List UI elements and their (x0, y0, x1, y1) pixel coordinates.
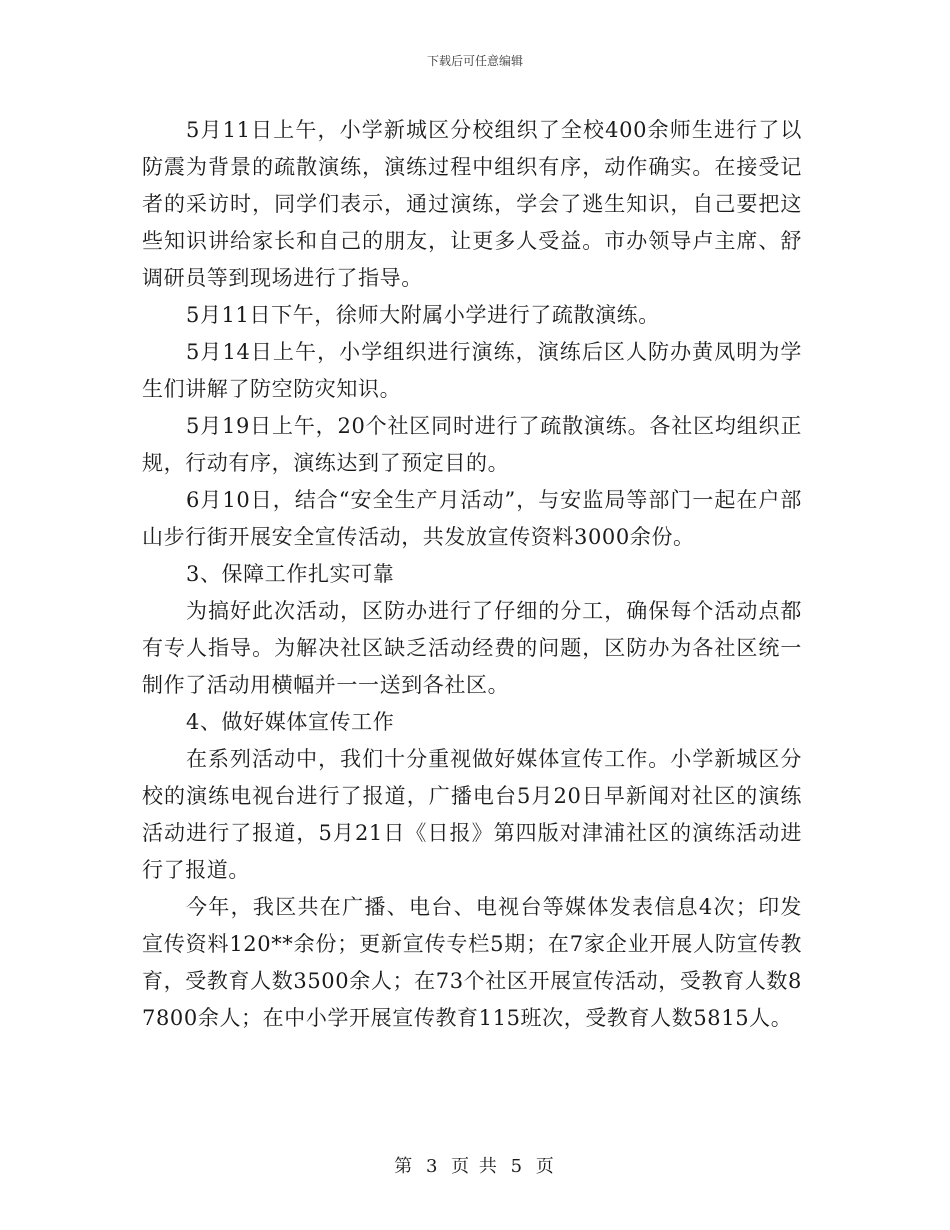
paragraph-2: 5月11日下午，徐师大附属小学进行了疏散演练。 (186, 303, 660, 327)
section-heading-3: 3、保障工作扎实可靠 (186, 562, 395, 586)
page-footer (0, 1155, 950, 1179)
footer-prefix: 第 (394, 1156, 415, 1177)
paragraph-4: 5月19日上午，20个社区同时进行了疏散演练。各社区均组织正规，行动有序，演练达到了预定目的。 (142, 414, 802, 475)
footer-suffix: 页 (535, 1156, 556, 1177)
paragraph-1: 5月11日上午，小学新城区分校组织了全校400余师生进行了以防震为背景的疏散演练，演练过程中组织有序，动作确实。在接受记者的采访时，同学们表示，通过演练，学会了逃生知识，自己要把这些知识讲给家长和自己的朋友，让更多人受益。市办领导卢主席、舒调研员等到现场进行了指导。 (142, 118, 802, 290)
paragraph-8: 今年，我区共在广播、电台、电视台等媒体发表信息4次；印发宣传资料120**余份；更新宣传专栏5期；在7家企业开展人防宣传教育，受教育人数3500余人；在73个社区开展宣传活动，受教育人数87800余人；在中小学开展宣传教育115班次，受教育人数5815人。 (142, 895, 802, 1030)
paragraph-7: 在系列活动中，我们十分重视做好媒体宣传工作。小学新城区分校的演练电视台进行了报道，广播电台5月20日早新闻对社区的演练活动进行了报道，5月21日《日报》第四版对津浦社区的演练活动进行了报道。 (142, 747, 802, 882)
section-heading-4: 4、做好媒体宣传工作 (186, 710, 395, 734)
paragraph-5: 6月10日，结合“安全生产月活动”，与安监局等部门一起在户部山步行街开展安全宣传活动，共发放宣传资料3000余份。 (142, 488, 802, 549)
footer-middle: 页 共 (451, 1156, 499, 1177)
paragraph-6: 为搞好此次活动，区防办进行了仔细的分工，确保每个活动点都有专人指导。为解决社区缺乏活动经费的问题，区防办为各社区统一制作了活动用横幅并一一送到各社区。 (142, 599, 802, 697)
footer-current-page: 3 (425, 1156, 440, 1177)
footer-total-pages: 5 (510, 1156, 525, 1177)
paragraph-3: 5月14日上午，小学组织进行演练，演练后区人防办黄凤明为学生们讲解了防空防灾知识。 (142, 340, 802, 401)
body-text (142, 112, 802, 1037)
page-header: 下载后可任意编辑 (426, 54, 523, 68)
